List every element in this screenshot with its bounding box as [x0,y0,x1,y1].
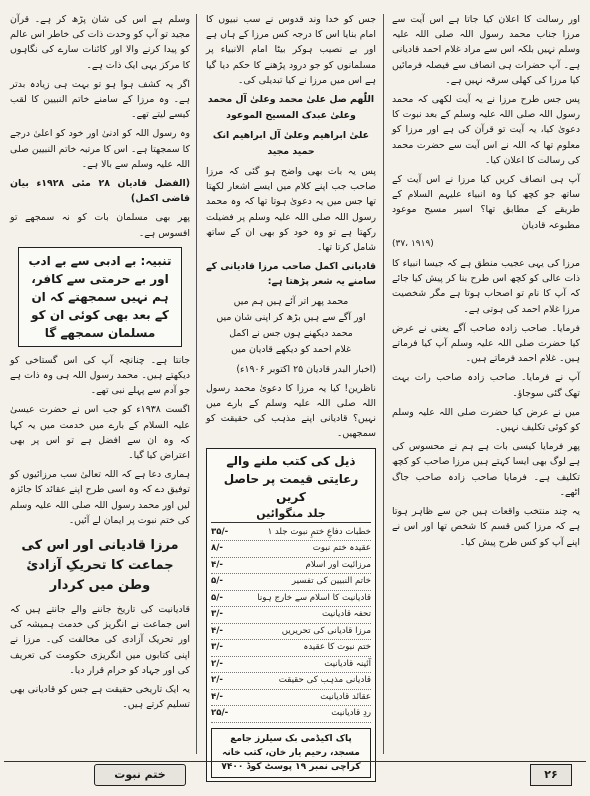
publisher-address: پاک اکیڈمی بک سیلرز جامع مسجد، رحیم یار خان، کتب خانہ کراچی نمبر ۱۹ پوسٹ کوڈ ۷۴۰۰ [211,728,371,778]
book-name: خطبات دفاعِ ختمِ نبوت جلد ۱ [267,526,371,537]
book-row [211,624,371,641]
paragraph: پھر بھی مسلمان بات کو نہ سمجھے تو افسوس ہے۔ [10,212,190,239]
paragraph: جانتا ہے۔ چنانچہ آپ کی اس گستاخی کو دیکھتے ہیں۔ محمد رسول اللہ ہی وہ ذات ہے جو آدم سے پہلے نبی تھے۔ [10,354,190,397]
reference: (۳۷، ۱۹۱۹) [392,238,434,249]
poem-intro: قادیانی اکمل صاحب مرزا قادیانی کے سامنے یہ شعر پڑھتا ہے: [206,261,376,288]
book-row [211,591,371,608]
book-name: مرزا قادیانی کی تحریریں [281,625,371,636]
book-row [211,574,371,591]
book-row [211,706,371,723]
paragraph: آپ نے فرمایا۔ صاحب زادہ صاحب رات بہت تھک گئی سوجاؤ۔ [392,372,580,399]
right-column [392,12,580,756]
book-row [211,558,371,575]
column-divider [196,14,197,754]
book-row [211,607,371,624]
book-price: ۵/- [211,592,223,603]
page [4,4,586,792]
poem-line: محمد دیکھنے ہوں جس نے اکمل [229,327,353,339]
book-row [211,525,371,542]
section-title: مرزا قادیانی اور اس کی جماعت کا تحریکِ آزادیٔ وطن میں کردار [21,538,179,594]
paragraph: وسلم ہے اس کی شان پڑھ کر ہے۔ قرآن مجید تو آپ کو وحدت ذات کی خاطر اس عالم کو پیدا کرنے والا اور کائنات سارے کی نگاہوں کا مرکز یہی ایک ذات ہے۔ [10,14,190,71]
paragraph: پس یہ بات بھی واضح ہو گئی کہ مرزا صاحب جب اپنے کلام میں ایسے اشعار لکھتا تھا جس میں یہ دعویٰ ہوتا تھا کہ وہ محمد رسول اللہ صلی اللہ علیہ وسلم پر فضیلت رکھتا ہے تو وہ خود کو بھی ان کے ساتھ شامل کرتا تھا۔ [206,166,376,254]
book-price: ۳/- [211,609,223,620]
middle-column [206,12,376,772]
paragraph: اگر یہ کشف ہوا ہو تو بہت ہی زیادہ بدتر ہے۔ وہ مرزا کے سامنے خاتم النبیین کا لقب کیسے لیتے تھے۔ [10,78,190,121]
book-price: ۴/- [211,559,223,570]
book-name: ردِ قادیانیت [331,708,371,719]
paragraph: مرزا کی یہی عجیب منطق ہے کہ جیسا انبیاء کا ذات عالی کو کچھ اس طرح بنا کر پیش کیا جائے کہ آپ کا نام تو اصحاب ہوتا ہے مگر شخصیت مرزا غلام احمد کی ہوتی ہے۔ [392,258,580,315]
paragraph: یہ چند منتخب واقعات ہیں جن سے ظاہر ہوتا ہے کہ مرزا کس قسم کا شخص تھا اور اس نے اپنے آپ کو کس طرح پیش کیا۔ [392,506,580,548]
paragraph: پھر فرمایا کیسی بات ہے ہم نے محسوس کی ہے لوگ بھی ایسا کہتے ہیں مرزا صاحب کو کچھ تکلیف ہے۔ فرمایا صاحب زادہ صاحب جاگ اٹھے۔ [392,441,580,498]
paragraph: ناظرین! کیا یہ مرزا کا دعویٰ محمد رسول اللہ صلی اللہ علیہ وسلم کے بارے میں نہیں؟ قادیانی اپنے مذہب کی حقیقت کو سمجھیں۔ [206,382,376,440]
paragraph: میں نے عرض کیا حضرت صلی اللہ علیہ وسلم کو کوئی تکلیف نہیں۔ [392,406,580,434]
column-divider [383,14,384,754]
paragraph: پس جس طرح مرزا نے یہ آیت لکھی کہ محمد رسول اللہ صلی اللہ علیہ وسلم کے بعد نبوت کا دعویٰ کیا، یہ آیت تو قرآن کی ہے اور مرزا کو معلوم تھا کہ اللہ نے اس آیت سے حضرت محمد کی رسالت کا اعلان کیا۔ [392,94,580,166]
poem-line: غلام احمد کو دیکھے قادیان میں [231,343,351,355]
book-row [211,541,371,558]
book-name: عقیدہ ختم نبوت [312,543,371,554]
poem-line: محمد پھر اتر آئے ہیں ہم میں [233,295,349,307]
book-name: ختم نبوت کا عقیدہ [303,642,371,653]
paragraph: ہماری دعا ہے کہ اللہ تعالیٰ سب مرزائیوں کو توفیق دے کہ وہ اسی طرح اپنے عقائد کا جائزہ لیں اور محمد رسول اللہ صلی اللہ علیہ وسلم کی ختم نبوت پر ایمان لے آئیں۔ [10,469,190,526]
book-price: ۴/- [211,625,223,636]
durood-text: علیٰ ابراھیم وعلیٰ آل ابراھیم انک حمید مجید [212,130,370,158]
magazine-logo: ختم نبوت [94,764,186,786]
book-price: ۲/- [211,675,223,686]
book-row [211,657,371,674]
paragraph: قادیانیت کی تاریخ جاننے والے جانتے ہیں کہ اس جماعت نے انگریز کی خدمت ہمیشہ کی اور تحریک آزادی کی مخالفت کی۔ مرزا نے اپنی کتابوں میں انگریزی حکومت کی تعریف کی اور جہاد کو حرام قرار دیا۔ [10,604,190,676]
book-price: ۲۵/- [211,708,229,719]
book-name: عقائد قادیانیت [320,691,371,702]
poem-reference: (اخبار البدر قادیان ۲۵ اکتوبر ۱۹۰۶ء) [236,363,376,375]
book-name: قادیانیت کا اسلام سے خارج ہونا [257,592,371,603]
book-name: مرزائیت اور اسلام [305,559,371,570]
book-name: قادیانی مذہب کی حقیقت [278,675,371,686]
book-row [211,673,371,690]
book-price: ۸/- [211,543,223,554]
page-number: ۲۶ [530,764,572,786]
book-name: آئینہ قادیانیت [324,658,371,669]
book-row [211,690,371,707]
reference: (الفضل قادیان ۲۸ مئی ۱۹۲۸ء بیان قاضی اکمل) [10,178,190,205]
book-list-box [206,448,376,782]
poem-line: اور آگے سے ہیں بڑھ کر اپنی شان میں [216,311,366,323]
paragraph: آپ ہی انصاف کریں کیا مرزا نے اس آیت کے ساتھ جو کچھ کیا وہ انبیاء علیہم السلام کے طریقے کے مطابق تھا؟ اسیر مسیح موعود مطبوعہ قادیان [392,174,580,231]
paragraph: وہ رسول اللہ کو ادنیٰ اور خود کو اعلیٰ درجے کا سمجھتا ہے۔ اس کا مرتبہ خاتم النبیین صلی اللہ علیہ وسلم سے بالا ہے۔ [10,128,190,170]
paragraph: فرمایا۔ صاحب زادہ صاحب آگے یعنی نے عرض کیا حضرت صلی اللہ علیہ وسلم آپ کیا فرماتے ہیں۔ غلام احمد فرماتے ہیں۔ [392,322,580,365]
warning-heading-box: تنبیہ: بے ادبی سے بے ادب اور بے حرمتی سے کافر، ہم نہیں سمجھتے کہ ان کے بعد بھی کوئی ان کو مسلمان سمجھے گا [18,247,182,347]
paragraph: جس کو خدا وند قدوس نے سب نبیوں کا امام بنایا اس کا درجہ کس مرزا کے ہاں ہے اور بے نصیب ہوکر بیٹا امام الانبیاء پر مسلمانوں کو جو درود پڑھنے کا حکم دیا گیا ہے اس میں مرزا نے کیا تبدیلی کی۔ [206,14,376,86]
book-name: خاتم النبیین کی تفسیر [291,576,371,587]
book-price: ۴/- [211,691,223,702]
book-list-subtitle: جلد منگوائیں [211,506,371,523]
book-name: تحفہ قادیانیت [321,609,371,620]
paragraph: یہ ایک تاریخی حقیقت ہے جس کو قادیانی بھی تسلیم کرتے ہیں۔ [10,684,190,711]
book-row [211,640,371,657]
page-footer [4,761,586,788]
durood-text: اللّٰھم صل علیٰ محمد وعلیٰ آل محمد وعلیٰ عبدک المسیح الموعود [207,94,375,122]
paragraph: اگست ۱۹۳۸ء کو جب اس نے حضرت عیسیٰ علیہ السلام کے بارے میں خدمت میں یہ کہا کہ وہ ان سے افضل ہے تو اس پر بھی اعتراض کیا گیا۔ [10,404,190,462]
book-price: ۲/- [211,658,223,669]
book-price: ۵/- [211,576,223,587]
book-price: ۳۵/- [211,526,229,537]
book-price: ۳/- [211,642,223,653]
paragraph: اور رسالت کا اعلان کیا جاتا ہے اس آیت سے مرزا جناب محمد رسول اللہ صلی اللہ علیہ وسلم نہیں بلکہ اس سے مراد غلام احمد قادیانی ہے۔ آپ حضرات ہی انصاف سے فیصلہ فرمائیں کیا مرزا کی کھلی سرقہ نہیں ہے۔ [392,14,580,86]
left-column [10,12,190,756]
book-list-title: ذیل کی کتب ملنے والے رعایتی قیمت پر حاصل کریں [223,453,359,504]
poem [206,294,376,358]
